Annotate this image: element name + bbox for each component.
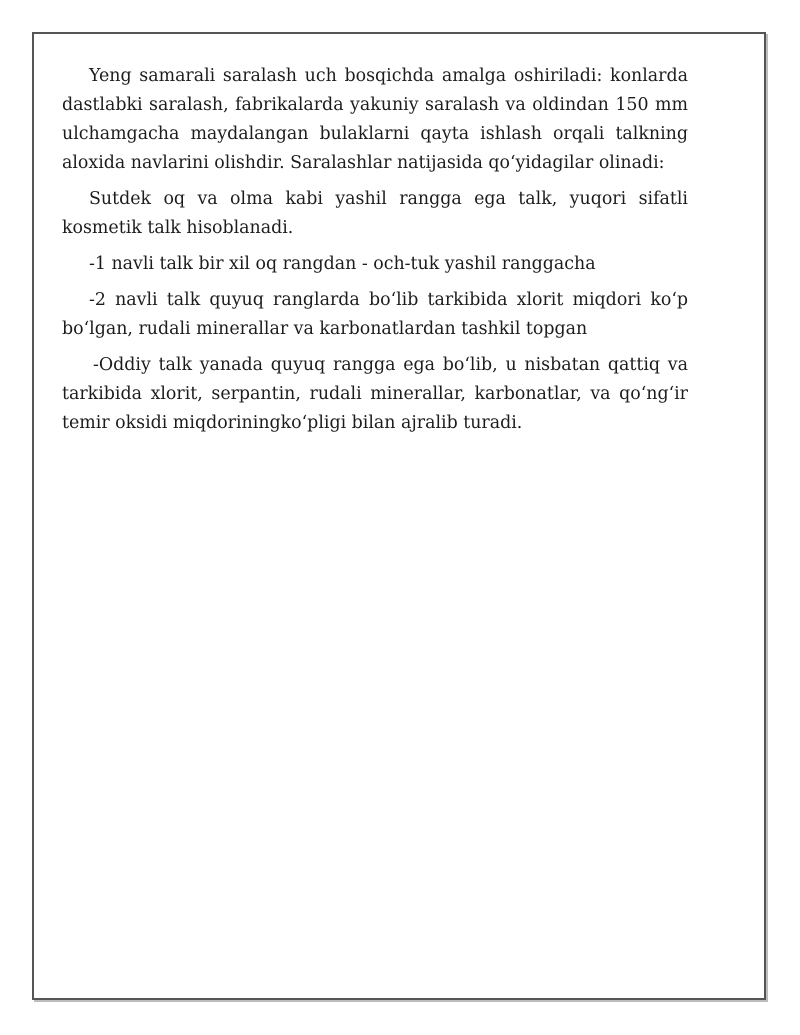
paragraph-ordinary-talc: -Oddiy talk yanada quyuq rangga ega bo‘lib, u nisbatan qattiq va tarkibida xlorit, serpantin, rudali minerallar, karbonatlar, va qo‘ng‘ir temir oksidi miqdoriningko‘pligi bilan ajralib turadi. [62,355,688,433]
paragraph-sorting-stages: Yeng samarali saralash uch bosqichda amalga oshiriladi: konlarda dastlabki saralash, fabrikalarda yakuniy saralash va oldindan 150 mm ulchamgacha maydalangan bulaklarni qayta ishlash orqali talkning aloxida navlarini olishdir. Saralashlar natijasida qo‘yidagilar olinadi: [62,66,688,173]
document-body [62,62,688,445]
paragraph-grade-2: -2 navli talk quyuq ranglarda bo‘lib tarkibida xlorit miqdori ko‘p bo‘lgan, rudali minerallar va karbonatlardan tashkil topgan [62,290,688,339]
paragraph-cosmetic-talc: Sutdek oq va olma kabi yashil rangga ega talk, yuqori sifatli kosmetik talk hisoblanadi. [62,189,688,238]
paragraph-grade-1: -1 navli talk bir xil oq rangdan - och-tuk yashil ranggacha [89,254,596,274]
